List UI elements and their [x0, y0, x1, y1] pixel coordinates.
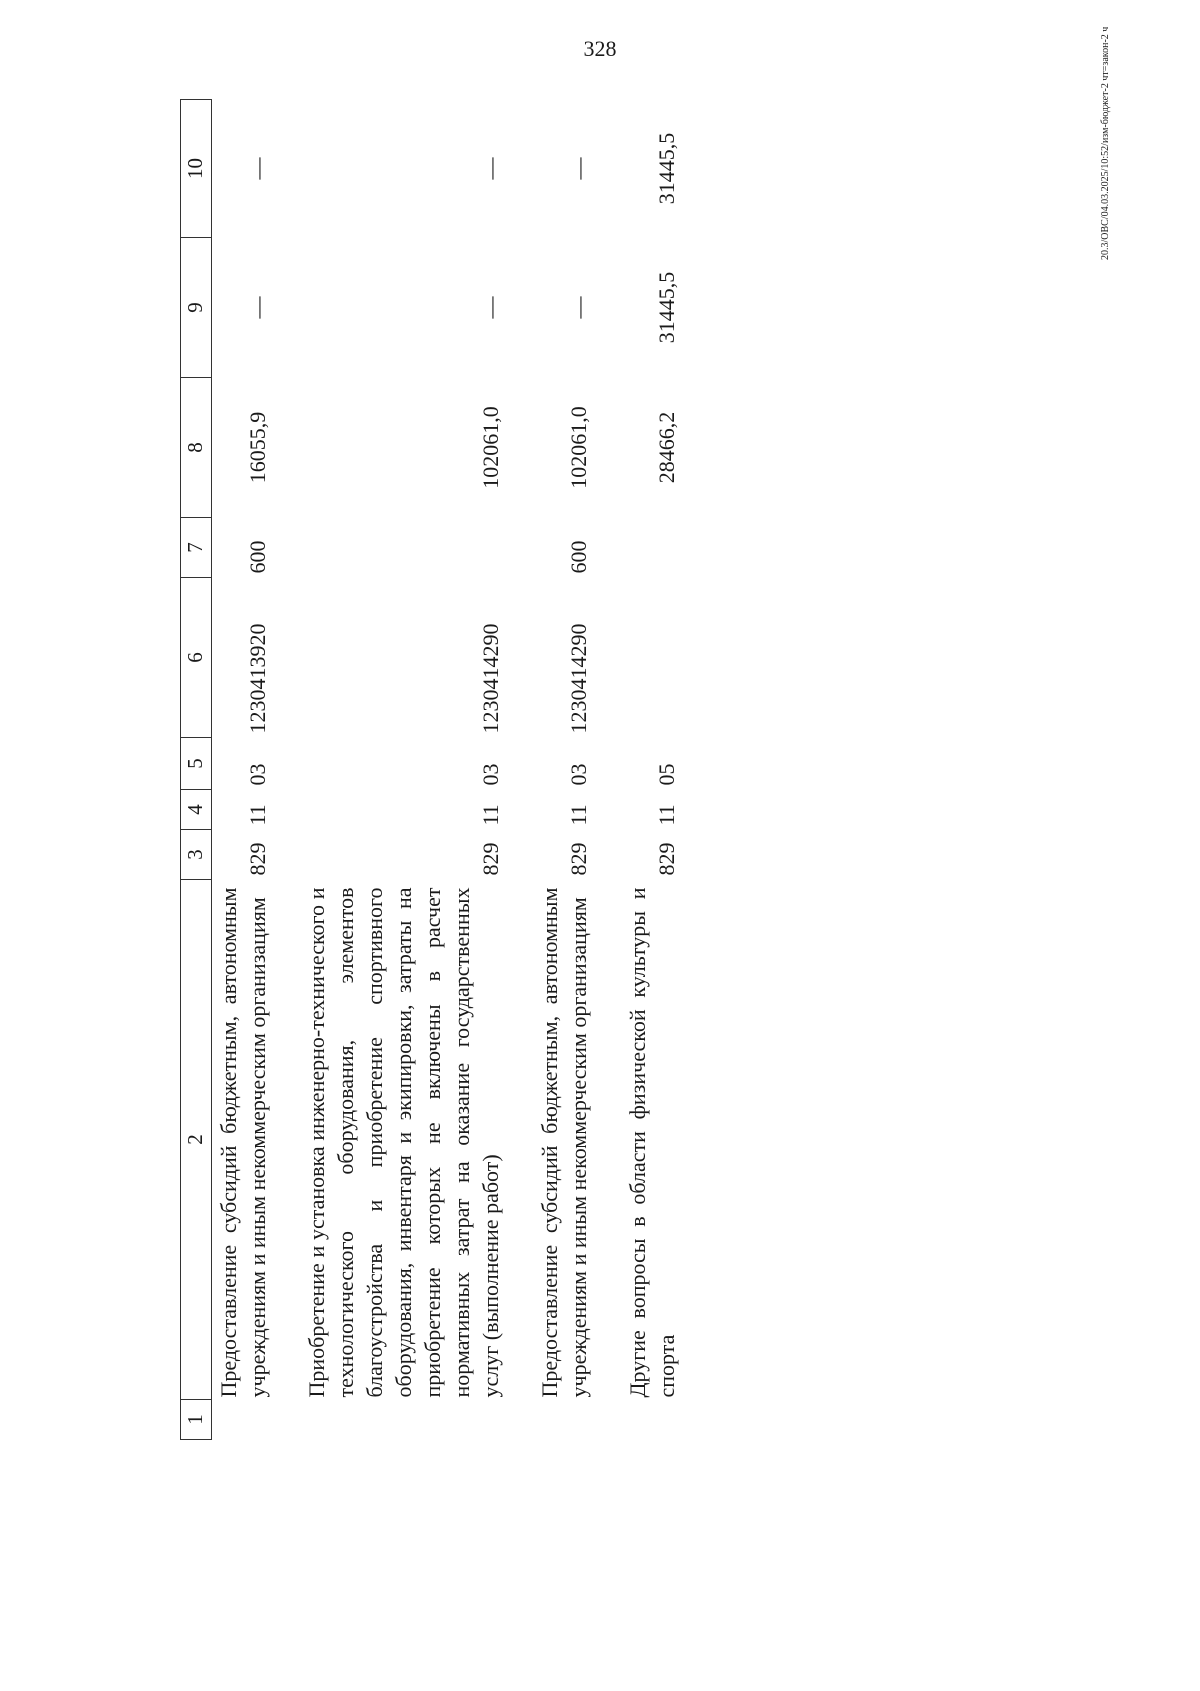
cell-col9: —	[245, 296, 271, 319]
budget-table	[180, 99, 685, 1440]
header-cell-2: 2	[181, 880, 212, 1400]
header-cell-10: 10	[181, 100, 212, 238]
cell-col4: 11	[654, 804, 680, 826]
rotated-table-wrapper	[180, 100, 1060, 1440]
cell-name: Предоставление субсидий бюджетным, автономным учреждениям и иным некоммерческим организациям	[216, 887, 271, 1398]
cell-col4: 11	[478, 804, 504, 826]
cell-col3: 829	[478, 842, 504, 876]
cell-col7	[302, 518, 509, 578]
cell-col10: —	[245, 157, 271, 180]
cell-col9: —	[566, 296, 592, 319]
cell-col4: 11	[245, 804, 271, 826]
table-row	[212, 100, 277, 1440]
cell-name: Приобретение и установка инженерно-технического и технологического оборудования, элементов благоустройства и приобретение спортивного оборудования, инвентаря и экипировки, затраты на приобретение которых не включены в расчет нормативных затрат на оказание государственных услуг (выполнение работ)	[304, 887, 504, 1398]
cell-col9: —	[478, 296, 504, 319]
row-spacer	[509, 100, 535, 1440]
cell-col6: 1230413920	[245, 623, 271, 734]
cell-col1	[623, 1400, 685, 1440]
header-row	[181, 100, 212, 1440]
row-spacer	[276, 100, 302, 1440]
page-number: 328	[583, 36, 617, 61]
cell-col7: 600	[566, 540, 592, 574]
cell-col4: 11	[566, 804, 592, 826]
cell-col10: —	[566, 157, 592, 180]
cell-col6: 1230414290	[566, 623, 592, 734]
table-row	[535, 100, 597, 1440]
document-stamp: 20.3/ОВС/04.03.2025/10:52/изм-бюджет-2 чт=закон-2 ч	[1100, 26, 1111, 260]
cell-col7	[623, 518, 685, 578]
cell-col8: 28466,2	[654, 411, 680, 484]
cell-col1	[302, 1400, 509, 1440]
cell-col8: 102061,0	[566, 406, 592, 489]
header-cell-5: 5	[181, 738, 212, 790]
cell-col3: 829	[654, 842, 680, 876]
table-row	[302, 100, 509, 1440]
cell-col6	[623, 578, 685, 738]
cell-col1	[535, 1400, 597, 1440]
table-row	[623, 100, 685, 1440]
header-cell-4: 4	[181, 790, 212, 830]
cell-col5: 03	[245, 763, 271, 786]
header-cell-7: 7	[181, 518, 212, 578]
cell-col8: 102061,0	[478, 406, 504, 489]
cell-col9: 31445,5	[654, 271, 680, 344]
cell-col8: 16055,9	[245, 411, 271, 484]
cell-col7: 600	[245, 540, 271, 574]
cell-col1	[212, 1400, 277, 1440]
cell-col5: 05	[654, 763, 680, 786]
cell-col5: 03	[566, 763, 592, 786]
header-cell-6: 6	[181, 578, 212, 738]
cell-col3: 829	[566, 842, 592, 876]
cell-name: Предоставление субсидий бюджетным, автономным учреждениям и иным некоммерческим организациям	[537, 887, 592, 1398]
cell-name: Другие вопросы в области физической культуры и спорта	[625, 887, 680, 1398]
cell-col6: 1230414290	[478, 623, 504, 734]
cell-col10: —	[478, 157, 504, 180]
header-cell-1: 1	[181, 1400, 212, 1440]
cell-col10: 31445,5	[654, 132, 680, 205]
header-cell-9: 9	[181, 238, 212, 378]
cell-col3: 829	[245, 842, 271, 876]
header-cell-3: 3	[181, 830, 212, 880]
row-spacer	[597, 100, 623, 1440]
header-cell-8: 8	[181, 378, 212, 518]
cell-col5: 03	[478, 763, 504, 786]
